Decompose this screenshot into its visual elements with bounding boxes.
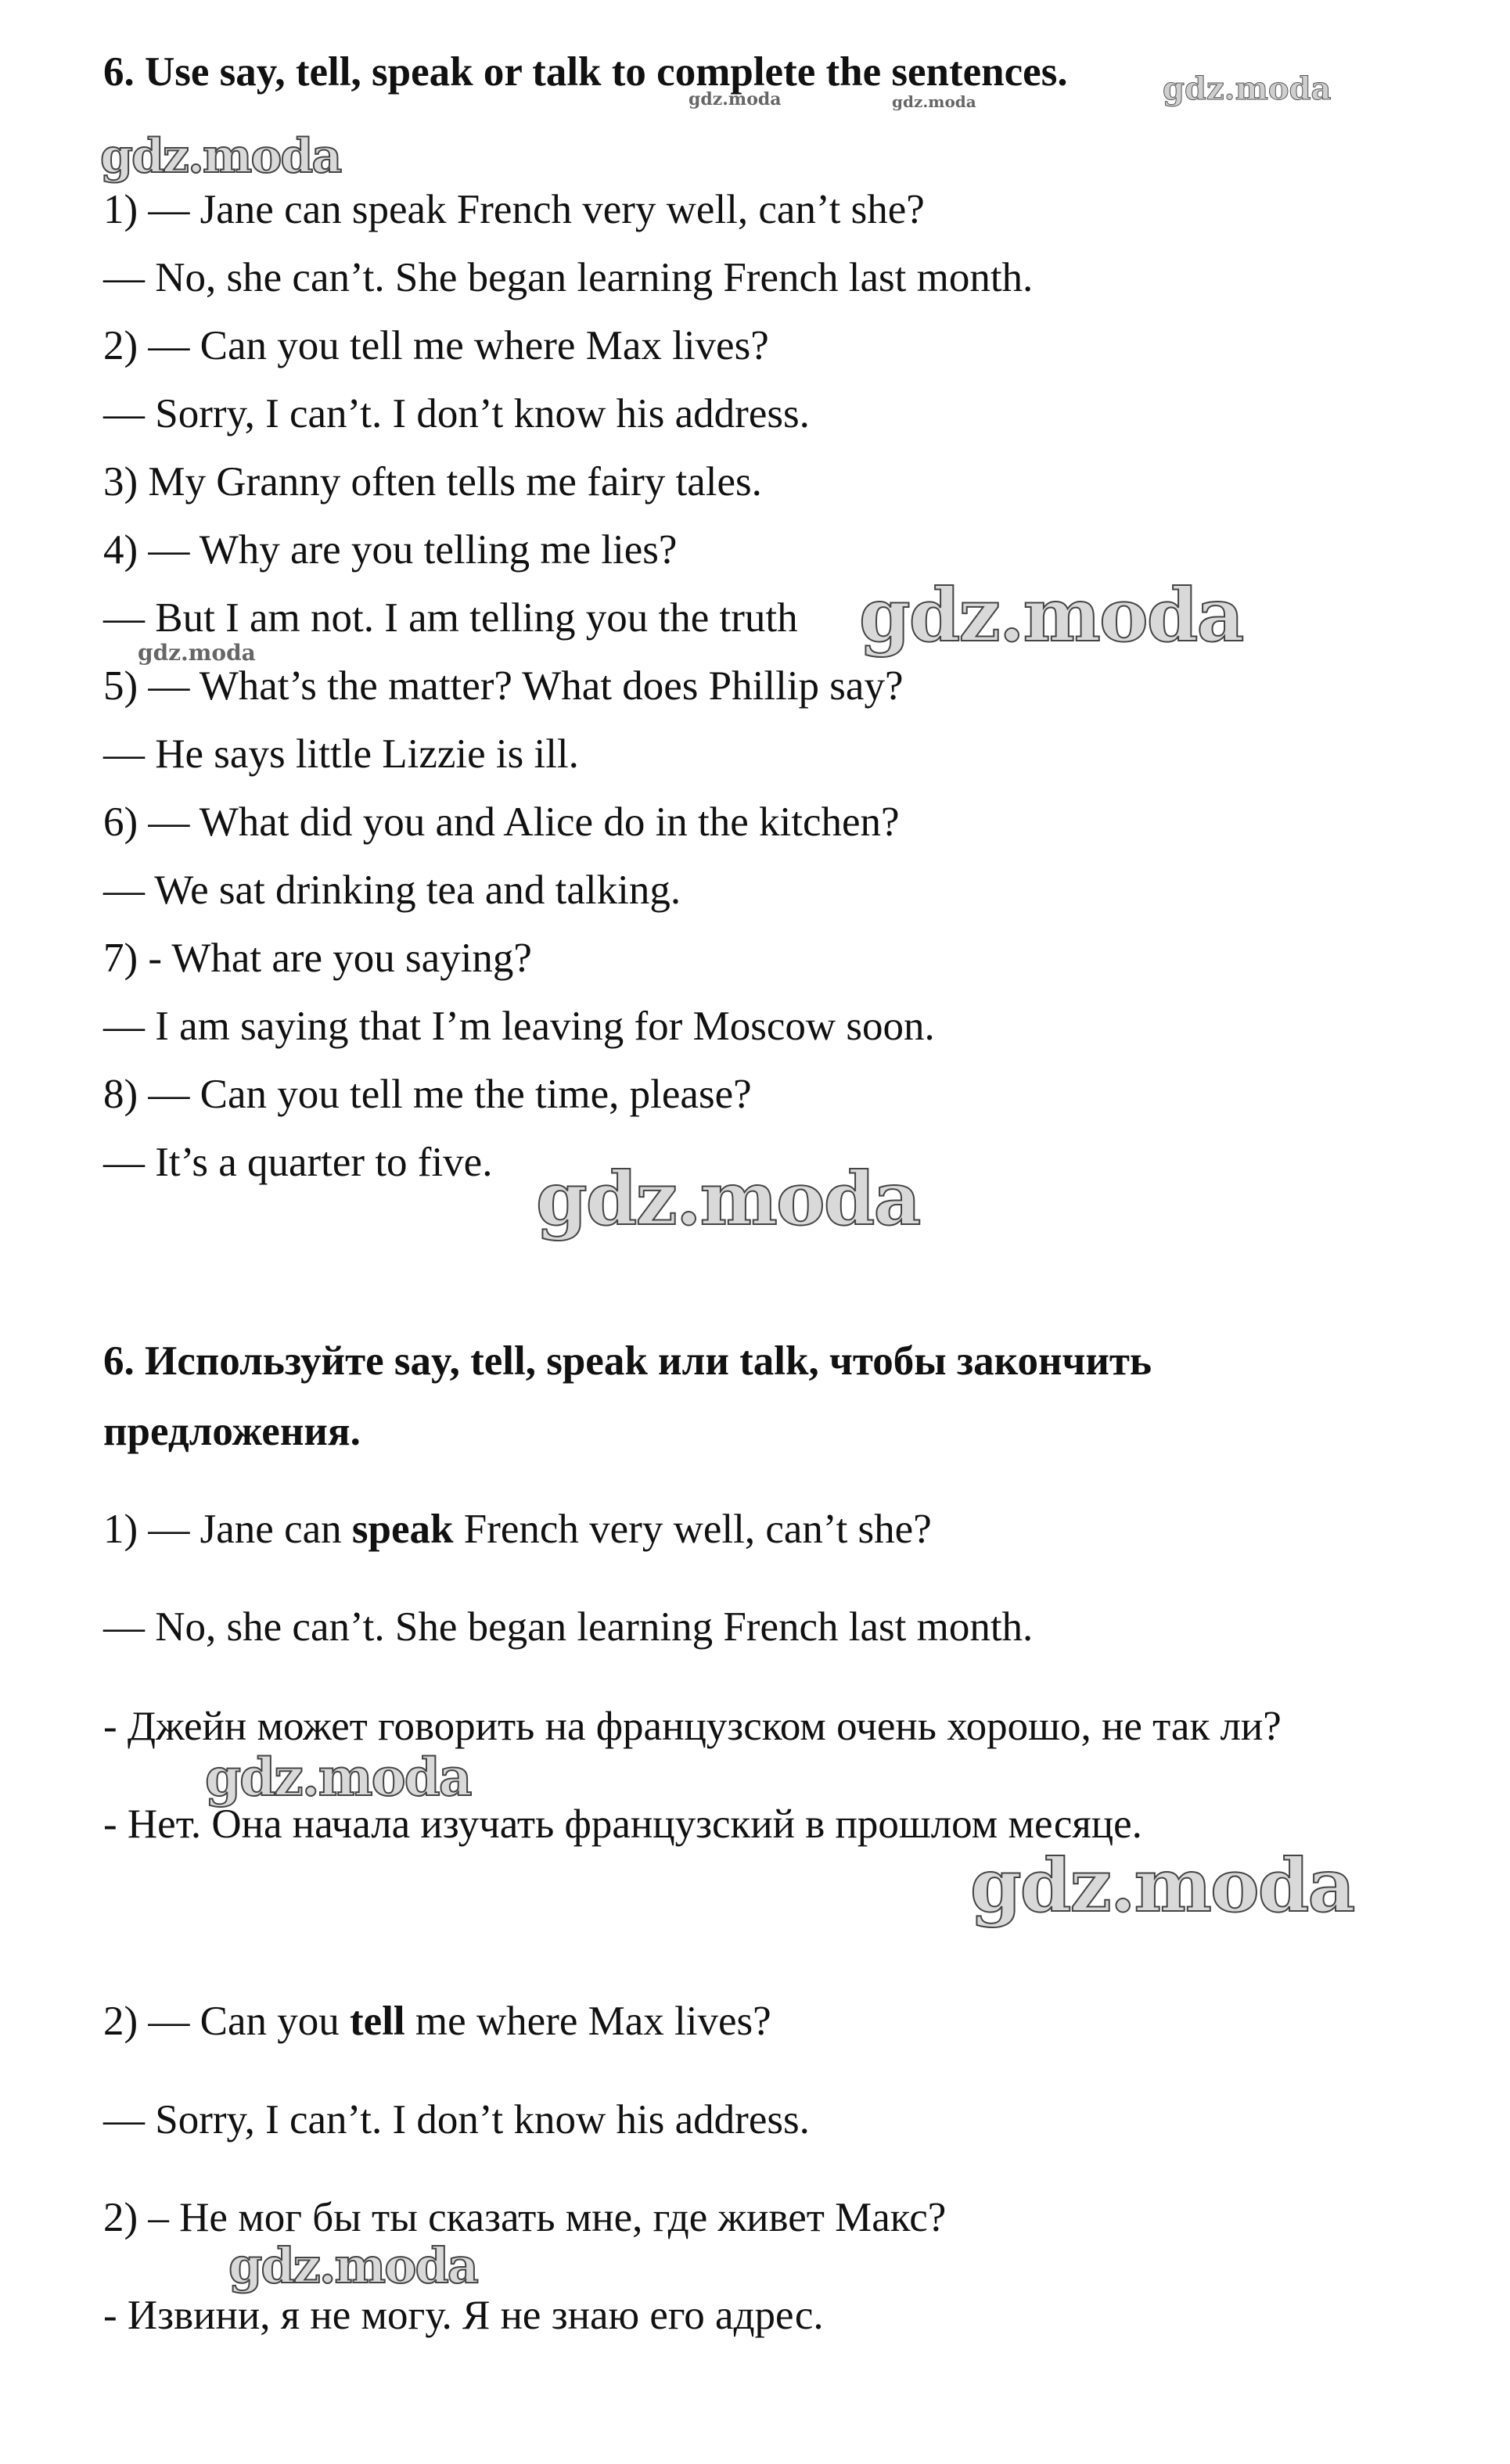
- translation-title: 6. Используйте say, tell, speak или talk, чтобы закончить: [103, 1338, 1152, 1384]
- translation-item-answer: — Sorry, I can’t. I don’t know his address.: [103, 2097, 810, 2143]
- watermark: gdz.moda: [688, 89, 782, 110]
- question-text: me where Max lives?: [404, 1999, 771, 2044]
- translation-item-question: [103, 1998, 771, 2045]
- exercise-line: 1) — Jane can speak French very well, can’t she?: [103, 187, 925, 232]
- exercise-line: — Sorry, I can’t. I don’t know his address.: [103, 391, 810, 436]
- watermark: gdz.moda: [536, 1156, 920, 1242]
- watermark: gdz.moda: [970, 1843, 1354, 1929]
- exercise-line: 8) — Can you tell me the time, please?: [103, 1072, 752, 1117]
- exercise-line: — It’s a quarter to five.: [103, 1140, 493, 1185]
- watermark: gdz.moda: [138, 640, 256, 666]
- translation-title-continued: предложения.: [103, 1409, 361, 1454]
- russian-answer: - Нет. Она начала изучать французский в прошлом месяце.: [103, 1801, 1142, 1847]
- answer-word: tell: [350, 1999, 405, 2044]
- exercise-title: 6. Use say, tell, speak or talk to complete the sentences.: [103, 49, 1068, 95]
- exercise-line: — We sat drinking tea and talking.: [103, 867, 681, 913]
- watermark: gdz.moda: [859, 573, 1243, 659]
- watermark: gdz.moda: [892, 92, 976, 111]
- exercise-line: 6) — What did you and Alice do in the kitchen?: [103, 799, 900, 845]
- exercise-line: 2) — Can you tell me where Max lives?: [103, 323, 769, 368]
- russian-answer: - Извини, я не могу. Я не знаю его адрес.: [103, 2293, 824, 2338]
- watermark: gdz.moda: [1163, 70, 1332, 107]
- exercise-line: 4) — Why are you telling me lies?: [103, 527, 678, 573]
- translation-item-answer: — No, she can’t. She began learning French last month.: [103, 1604, 1034, 1650]
- watermark: gdz.moda: [100, 129, 341, 184]
- question-text: 2) — Can you: [103, 1999, 351, 2044]
- answer-word: speak: [351, 1507, 454, 1552]
- exercise-line: 3) My Granny often tells me fairy tales.: [103, 459, 762, 505]
- exercise-line: 7) - What are you saying?: [103, 936, 532, 981]
- exercise-line: 5) — What’s the matter? What does Phillip say?: [103, 663, 904, 709]
- exercise-line: — He says little Lizzie is ill.: [103, 731, 579, 777]
- exercise-line: — I am saying that I’m leaving for Moscow soon.: [103, 1004, 935, 1049]
- question-text: 1) — Jane can: [103, 1507, 352, 1552]
- question-text: French very well, can’t she?: [453, 1507, 932, 1552]
- russian-question: - Джейн может говорить на французском очень хорошо, не так ли?: [103, 1704, 1282, 1749]
- exercise-line: — No, she can’t. She began learning French last month.: [103, 255, 1034, 300]
- watermark: gdz.moda: [228, 2237, 477, 2294]
- watermark: gdz.moda: [205, 1747, 471, 1808]
- exercise-line: — But I am not. I am telling you the truth: [103, 595, 798, 641]
- russian-question: 2) – Не мог бы ты сказать мне, где живет Макс?: [103, 2195, 947, 2240]
- translation-item-question: [103, 1506, 932, 1553]
